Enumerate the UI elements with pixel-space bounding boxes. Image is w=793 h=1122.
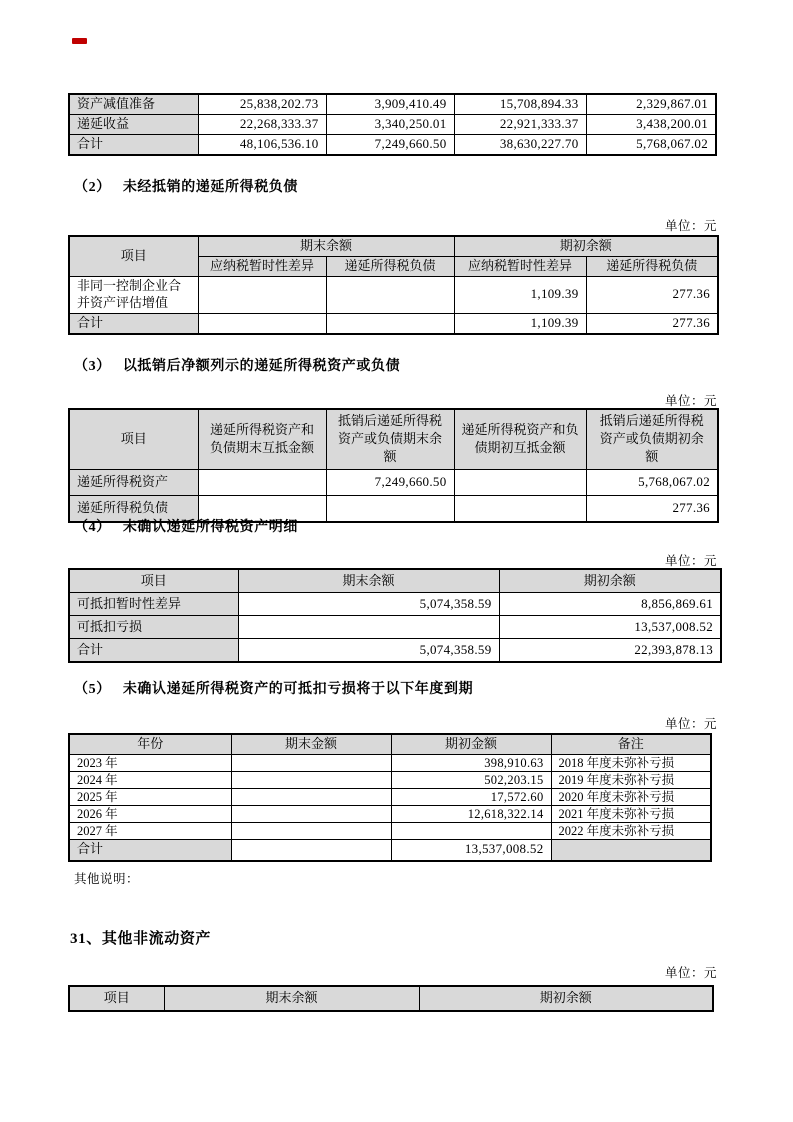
remark-cell: 2021 年度未弥补亏损 xyxy=(551,805,711,822)
header-row xyxy=(69,734,711,754)
header-cell: 抵销后递延所得税资产或负债期初余额 xyxy=(586,409,718,469)
total-row xyxy=(69,839,711,861)
total-label-cell: 合计 xyxy=(69,839,231,861)
unit-label: 单位：元 xyxy=(664,554,717,568)
unrecognized-deferred-tax-assets-table xyxy=(68,568,722,663)
year-cell: 2024 年 xyxy=(69,771,231,788)
value-cell: 5,074,358.59 xyxy=(238,593,499,616)
table-row xyxy=(69,754,711,771)
header-row xyxy=(69,569,721,593)
section-title: 其他非流动资产 xyxy=(101,931,212,947)
section-heading-3 xyxy=(74,355,400,375)
value-cell xyxy=(198,469,326,495)
value-cell: 5,768,067.02 xyxy=(586,469,718,495)
header-row xyxy=(69,986,713,1011)
value-cell: 398,910.63 xyxy=(391,754,551,771)
section-number: （2） xyxy=(74,180,111,195)
deductible-losses-expiry-table xyxy=(68,733,712,862)
value-cell xyxy=(238,616,499,639)
remark-cell: 2022 年度未弥补亏损 xyxy=(551,822,711,839)
unit-label: 单位：元 xyxy=(664,394,717,408)
value-cell: 277.36 xyxy=(586,313,718,334)
table-row xyxy=(69,771,711,788)
header-cell: 项目 xyxy=(69,569,238,593)
value-cell xyxy=(198,313,326,334)
header-cell: 期初余额 xyxy=(454,236,718,257)
total-row xyxy=(69,313,718,334)
year-cell: 2025 年 xyxy=(69,788,231,805)
value-cell: 13,537,008.52 xyxy=(499,616,721,639)
value-cell: 502,203.15 xyxy=(391,771,551,788)
value-cell: 38,630,227.70 xyxy=(454,135,586,156)
header-cell: 应纳税暂时性差异 xyxy=(454,257,586,277)
item-cell: 资产减值准备 xyxy=(69,94,198,115)
item-cell: 可抵扣亏损 xyxy=(69,616,238,639)
remark-cell: 2018 年度未弥补亏损 xyxy=(551,754,711,771)
value-cell: 5,074,358.59 xyxy=(238,639,499,663)
header-cell: 期末余额 xyxy=(238,569,499,593)
net-deferred-tax-table xyxy=(68,408,719,523)
table-row xyxy=(69,616,721,639)
value-cell: 22,921,333.37 xyxy=(454,115,586,135)
header-cell: 项目 xyxy=(69,986,164,1011)
section-title: 未经抵销的递延所得税负债 xyxy=(122,180,299,195)
table-row xyxy=(69,115,716,135)
value-cell: 8,856,869.61 xyxy=(499,593,721,616)
item-cell: 递延所得税负债 xyxy=(69,495,198,522)
value-cell xyxy=(326,313,454,334)
deferred-tax-continuation-table xyxy=(68,93,717,156)
value-cell: 7,249,660.50 xyxy=(326,469,454,495)
header-cell: 期初余额 xyxy=(419,986,713,1011)
value-cell: 48,106,536.10 xyxy=(198,135,326,156)
value-cell: 3,340,250.01 xyxy=(326,115,454,135)
item-cell: 可抵扣暂时性差异 xyxy=(69,593,238,616)
value-cell xyxy=(454,469,586,495)
header-cell: 备注 xyxy=(551,734,711,754)
value-cell xyxy=(454,495,586,522)
total-row xyxy=(69,135,716,156)
section-number: （4） xyxy=(74,520,111,535)
table-row xyxy=(69,593,721,616)
other-non-current-assets-table xyxy=(68,985,714,1012)
value-cell xyxy=(198,277,326,314)
section-title: 以抵销后净额列示的递延所得税资产或负债 xyxy=(122,359,401,374)
value-cell xyxy=(391,822,551,839)
value-cell: 2,329,867.01 xyxy=(586,94,716,115)
value-cell xyxy=(231,822,391,839)
header-cell: 递延所得税负债 xyxy=(326,257,454,277)
value-cell: 277.36 xyxy=(586,495,718,522)
value-cell: 13,537,008.52 xyxy=(391,839,551,861)
header-cell: 抵销后递延所得税资产或负债期末余额 xyxy=(326,409,454,469)
table-row xyxy=(69,94,716,115)
header-cell: 递延所得税资产和负债期末互抵金额 xyxy=(198,409,326,469)
header-cell: 应纳税暂时性差异 xyxy=(198,257,326,277)
section-title: 未确认递延所得税资产明细 xyxy=(122,520,299,535)
value-cell: 12,618,322.14 xyxy=(391,805,551,822)
table-row xyxy=(69,805,711,822)
total-label-cell: 合计 xyxy=(69,639,238,663)
value-cell xyxy=(326,277,454,314)
table-row xyxy=(69,822,711,839)
section-heading-31 xyxy=(70,927,211,948)
header-cell: 期末余额 xyxy=(164,986,419,1011)
header-cell: 期初余额 xyxy=(499,569,721,593)
value-cell: 17,572.60 xyxy=(391,788,551,805)
value-cell: 15,708,894.33 xyxy=(454,94,586,115)
remark-cell: 2019 年度未弥补亏损 xyxy=(551,771,711,788)
remark-cell xyxy=(551,839,711,861)
year-cell: 2023 年 xyxy=(69,754,231,771)
header-cell: 期末金额 xyxy=(231,734,391,754)
section-number: （3） xyxy=(74,359,111,374)
value-cell: 3,438,200.01 xyxy=(586,115,716,135)
value-cell: 25,838,202.73 xyxy=(198,94,326,115)
value-cell: 7,249,660.50 xyxy=(326,135,454,156)
section-number: 31、 xyxy=(70,931,102,947)
section-title: 未确认递延所得税资产的可抵扣亏损将于以下年度到期 xyxy=(122,682,474,697)
value-cell: 1,109.39 xyxy=(454,313,586,334)
section-heading-4 xyxy=(74,516,298,536)
value-cell xyxy=(326,495,454,522)
header-row xyxy=(69,236,718,257)
year-cell: 2027 年 xyxy=(69,822,231,839)
value-cell xyxy=(231,771,391,788)
red-annotation-mark xyxy=(72,38,87,44)
unoffset-deferred-tax-liabilities-table xyxy=(68,235,719,335)
unit-label: 单位：元 xyxy=(664,219,717,233)
unit-label: 单位：元 xyxy=(664,717,717,731)
header-cell: 项目 xyxy=(69,409,198,469)
header-cell: 年份 xyxy=(69,734,231,754)
header-cell: 递延所得税资产和负债期初互抵金额 xyxy=(454,409,586,469)
table-row xyxy=(69,277,718,314)
header-cell: 期初金额 xyxy=(391,734,551,754)
remark-cell: 2020 年度未弥补亏损 xyxy=(551,788,711,805)
value-cell xyxy=(231,788,391,805)
value-cell: 22,393,878.13 xyxy=(499,639,721,663)
value-cell xyxy=(231,805,391,822)
section-heading-5 xyxy=(74,678,473,698)
total-label-cell: 合计 xyxy=(69,135,198,156)
value-cell xyxy=(231,754,391,771)
item-cell: 递延收益 xyxy=(69,115,198,135)
other-notes-label: 其他说明： xyxy=(74,872,140,886)
total-row xyxy=(69,639,721,663)
value-cell: 1,109.39 xyxy=(454,277,586,314)
unit-label: 单位：元 xyxy=(664,966,717,980)
section-heading-2 xyxy=(74,176,298,196)
item-cell: 非同一控制企业合并资产评估增值 xyxy=(69,277,198,314)
total-label-cell: 合计 xyxy=(69,313,198,334)
year-cell: 2026 年 xyxy=(69,805,231,822)
value-cell: 3,909,410.49 xyxy=(326,94,454,115)
value-cell xyxy=(231,839,391,861)
value-cell: 5,768,067.02 xyxy=(586,135,716,156)
table-row xyxy=(69,469,718,495)
header-cell: 递延所得税负债 xyxy=(586,257,718,277)
table-row xyxy=(69,788,711,805)
header-cell: 项目 xyxy=(69,236,198,277)
value-cell: 277.36 xyxy=(586,277,718,314)
header-cell: 期末余额 xyxy=(198,236,454,257)
section-number: （5） xyxy=(74,682,111,697)
item-cell: 递延所得税资产 xyxy=(69,469,198,495)
value-cell: 22,268,333.37 xyxy=(198,115,326,135)
header-row xyxy=(69,409,718,469)
